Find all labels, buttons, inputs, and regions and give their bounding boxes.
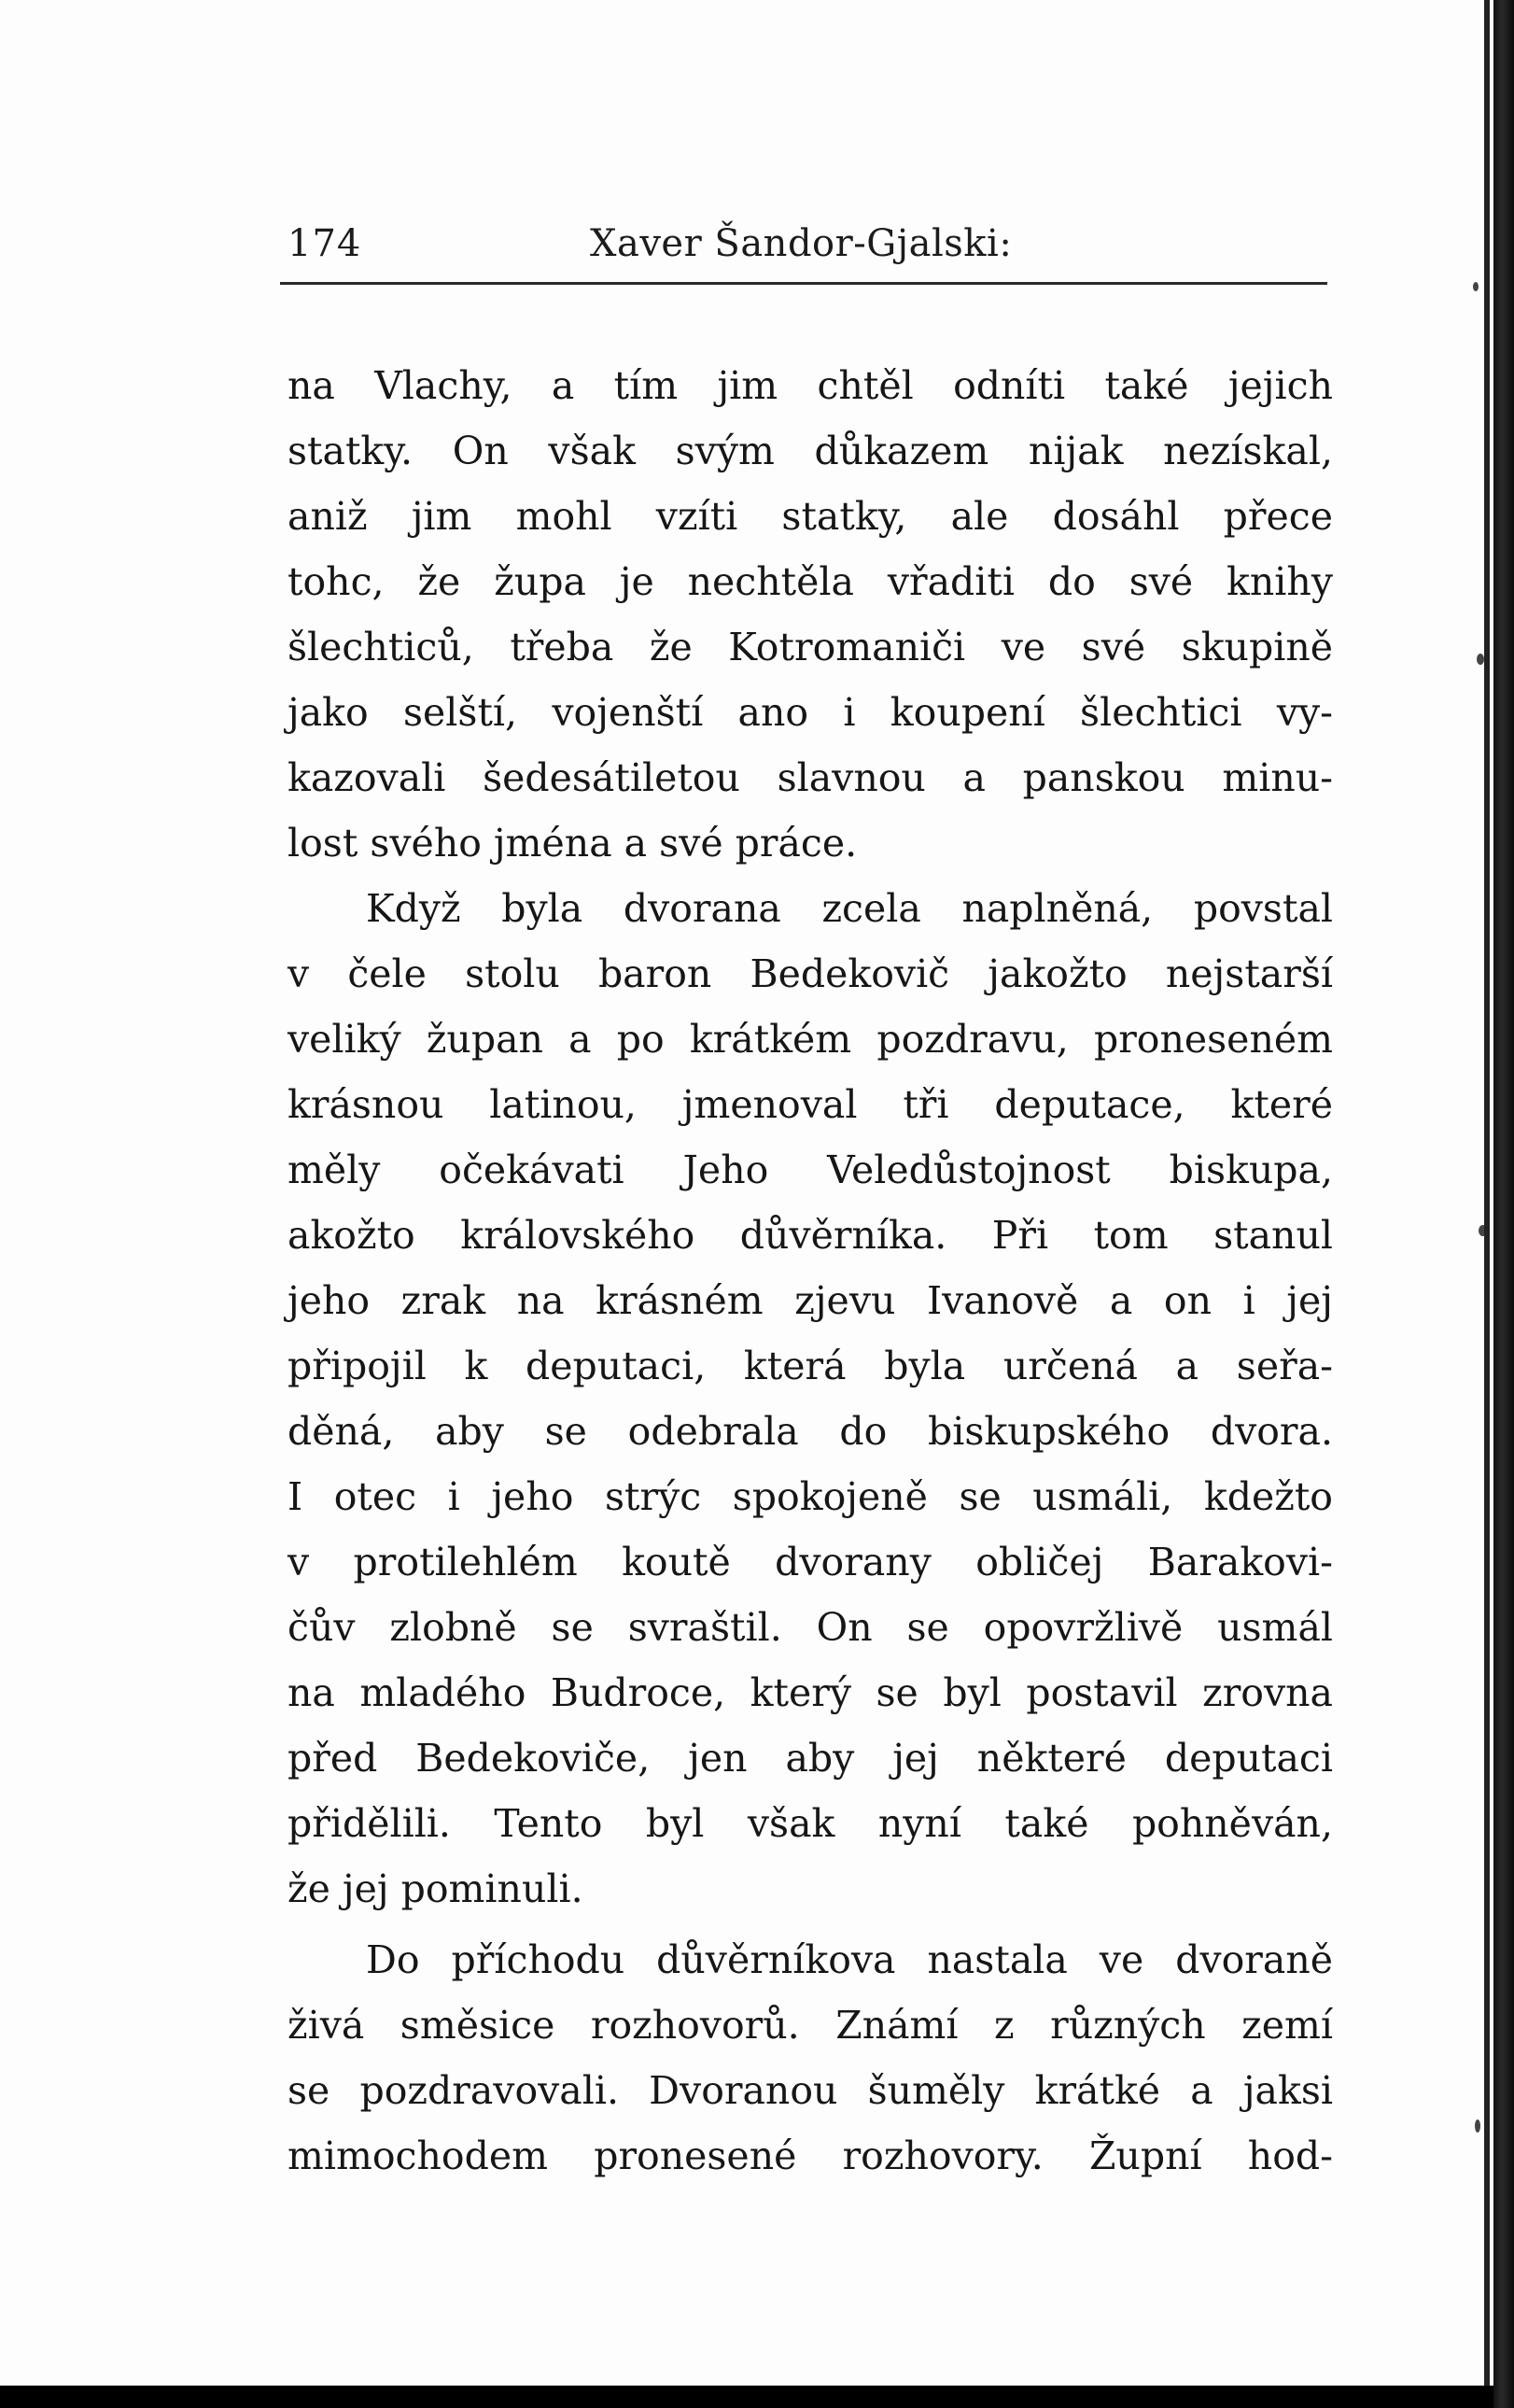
text-line: jako selští, vojenští ano i koupení šlechtici vy- <box>287 690 1333 735</box>
text-line: lost svého jména a své práce. <box>287 821 858 866</box>
text-line: veliký župan a po krátkém pozdravu, proneseném <box>287 1017 1333 1062</box>
text-line: na Vlachy, a tím jim chtěl odníti také jejich <box>287 363 1333 408</box>
text-line: že jej pominuli. <box>287 1866 583 1911</box>
text-line: se pozdravovali. Dvoranou šuměly krátké a jaksi <box>287 2068 1333 2113</box>
text-line: připojil k deputaci, která byla určená a seřa- <box>287 1344 1333 1388</box>
text-line: v čele stolu baron Bedekovič jakožto nejstarší <box>287 951 1333 996</box>
page-shadow-edge <box>1493 0 1514 2408</box>
page-header <box>280 222 1327 278</box>
text-line: živá směsice rozhovorů. Známí z různých zemí <box>287 2003 1333 2048</box>
text-line: jeho zrak na krásném zjevu Ivanově a on i jej <box>287 1278 1333 1323</box>
text-line: Když byla dvorana zcela naplněná, povstal <box>366 886 1333 931</box>
text-line: děná, aby se odebrala do biskupského dvora. <box>287 1409 1333 1454</box>
text-line: I otec i jeho strýc spokojeně se usmáli, kdežto <box>287 1474 1333 1519</box>
text-line: krásnou latinou, jmenoval tři deputace, které <box>287 1082 1333 1127</box>
text-line: mimochodem pronesené rozhovory. Župní hod- <box>287 2133 1333 2178</box>
page-number: 174 <box>287 222 362 265</box>
text-line: přidělili. Tento byl však nyní také pohněván, <box>287 1801 1333 1846</box>
text-line: tohc, že župa je nechtěla vřaditi do své knihy <box>287 559 1333 604</box>
text-line: kazovali šedesátiletou slavnou a panskou minu- <box>287 755 1333 800</box>
text-line: měly očekávati Jeho Veledůstojnost biskupa, <box>287 1148 1333 1192</box>
body-text <box>287 353 1333 2189</box>
header-rule <box>280 282 1327 285</box>
text-line: statky. On však svým důkazem nijak nezískal, <box>287 429 1333 473</box>
paper-speck <box>1477 654 1484 665</box>
running-head: Xaver Šandor-Gjalski: <box>590 222 1013 265</box>
page-binding-edge <box>1484 0 1490 2386</box>
text-line: na mladého Budroce, který se byl postavil zrovna <box>287 1670 1333 1715</box>
text-line: šlechticů, třeba že Kotromaniči ve své skupině <box>287 625 1333 669</box>
text-line: v protilehlém koutě dvorany obličej Barakovi- <box>287 1540 1333 1584</box>
paper-speck <box>1475 2119 1480 2133</box>
text-line: Do příchodu důvěrníkova nastala ve dvoraně <box>366 1937 1333 1982</box>
text-line: před Bedekoviče, jen aby jej některé deputaci <box>287 1736 1333 1781</box>
text-line: aniž jim mohl vzíti statky, ale dosáhl přece <box>287 494 1333 539</box>
paper-speck <box>1473 282 1479 291</box>
text-line: akožto královského důvěrníka. Při tom stanul <box>287 1213 1333 1258</box>
text-line: čův zlobně se svraštil. On se opovržlivě usmál <box>287 1605 1333 1650</box>
